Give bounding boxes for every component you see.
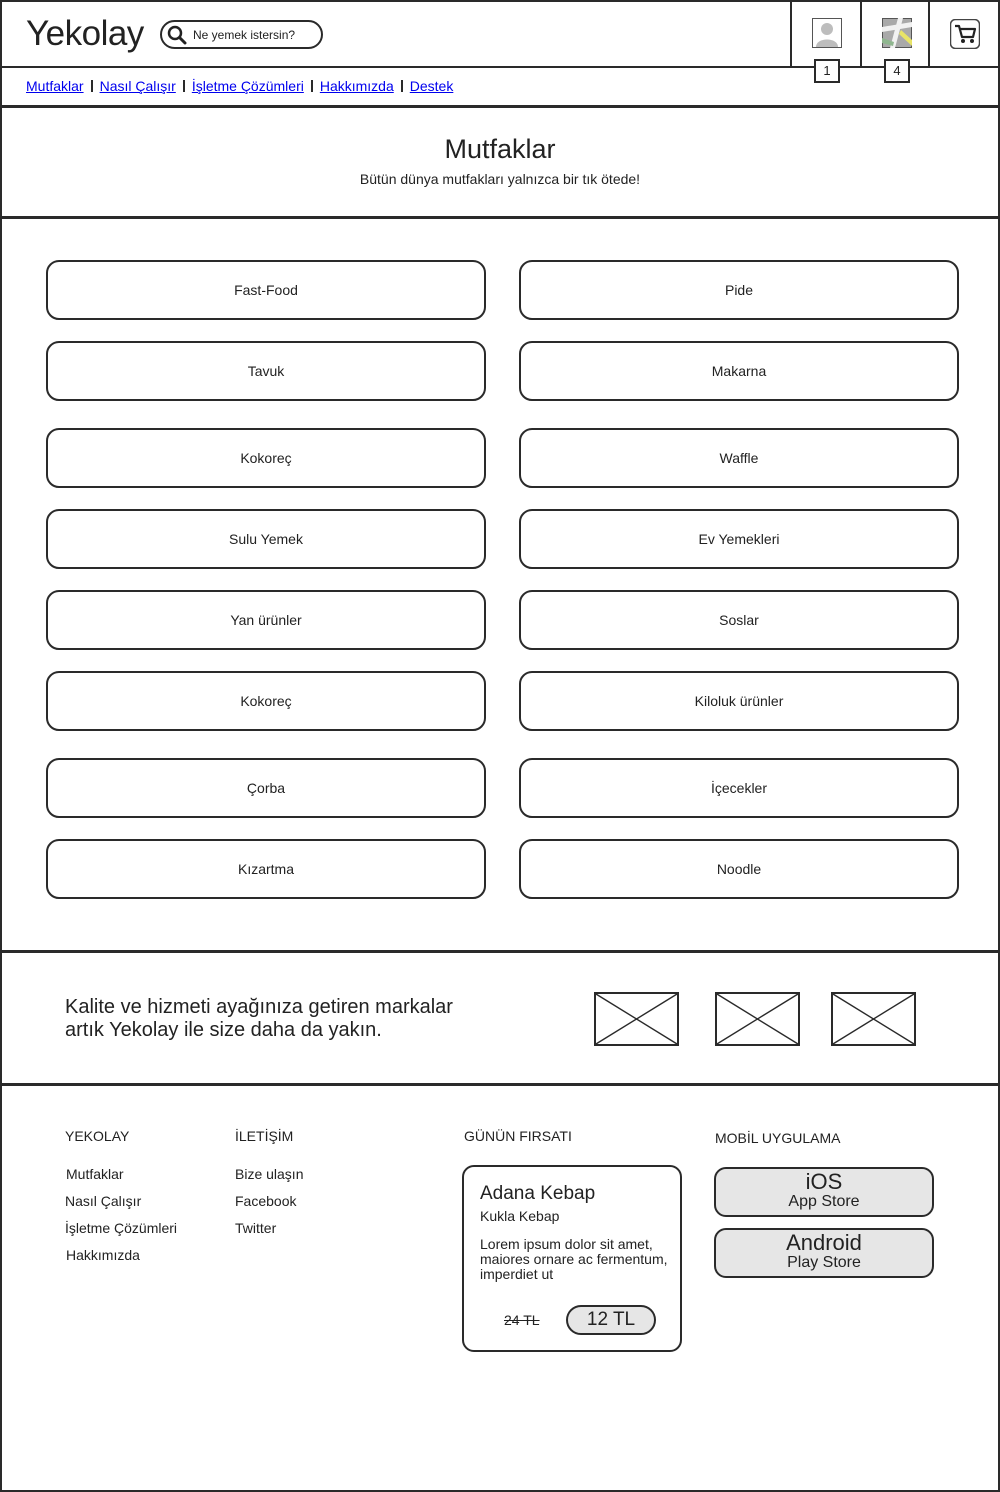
cart-icon (950, 19, 980, 49)
category-button[interactable]: Kiloluk ürünler (519, 671, 959, 731)
search-placeholder: Ne yemek istersin? (193, 28, 296, 42)
nav-separator (401, 80, 403, 92)
ios-app-store-button[interactable]: iOS App Store (714, 1167, 934, 1217)
page-title: Mutfaklar (444, 134, 556, 164)
cart-button[interactable] (928, 0, 1000, 68)
footer-link[interactable]: Bize ulaşın (235, 1166, 304, 1182)
category-button[interactable]: Kokoreç (46, 428, 486, 488)
footer-link[interactable]: Facebook (235, 1193, 297, 1209)
map-count-badge: 4 (884, 59, 910, 83)
profile-button[interactable] (790, 0, 862, 68)
android-play-store-button[interactable]: Android Play Store (714, 1228, 934, 1278)
nav-link-destek[interactable]: Destek (409, 78, 454, 94)
image-placeholder-icon (596, 994, 677, 1044)
footer-link[interactable]: Nasıl Çalışır (65, 1193, 142, 1209)
category-button[interactable]: İçecekler (519, 758, 959, 818)
main-nav (0, 68, 1000, 108)
category-button[interactable]: Pide (519, 260, 959, 320)
nav-separator (91, 80, 93, 92)
footer-link[interactable]: Mutfaklar (66, 1166, 124, 1182)
footer-link[interactable]: Twitter (235, 1220, 277, 1236)
brand-logo-placeholder[interactable] (594, 992, 679, 1046)
brand-logo-placeholder[interactable] (831, 992, 916, 1046)
deal-price-button[interactable]: 12 TL (566, 1305, 656, 1335)
footer-link[interactable]: İşletme Çözümleri (65, 1220, 178, 1236)
footer-heading-deal: GÜNÜN FIRSATI (464, 1128, 572, 1144)
search-icon (167, 25, 187, 45)
hero (0, 108, 1000, 219)
map-button[interactable] (860, 0, 930, 68)
map-icon (882, 18, 912, 48)
image-placeholder-icon (717, 994, 798, 1044)
nav-link-mutfaklar[interactable]: Mutfaklar (26, 78, 84, 94)
category-button[interactable]: Waffle (519, 428, 959, 488)
category-button[interactable]: Fast-Food (46, 260, 486, 320)
footer-heading-mobile: MOBİL UYGULAMA (715, 1130, 841, 1146)
image-placeholder-icon (833, 994, 914, 1044)
nav-link-isletme-cozumleri[interactable]: İşletme Çözümleri (191, 78, 304, 94)
nav-link-nasil-calisir[interactable]: Nasıl Çalışır (99, 78, 176, 94)
brand-logo-placeholder[interactable] (715, 992, 800, 1046)
deal-description: Lorem ipsum dolor sit amet, maiores ornare ac fermentum, imperdiet ut (480, 1237, 668, 1282)
user-icon (812, 18, 842, 48)
footer-heading-contact: İLETİŞİM (235, 1128, 294, 1144)
logo[interactable]: Yekolay (26, 14, 144, 53)
nav-separator (183, 80, 185, 92)
category-button[interactable]: Tavuk (46, 341, 486, 401)
category-button[interactable]: Makarna (519, 341, 959, 401)
profile-count-badge: 1 (814, 59, 840, 83)
page-subtitle: Bütün dünya mutfakları yalnızca bir tık ötede! (359, 171, 641, 187)
category-button[interactable]: Kızartma (46, 839, 486, 899)
category-button[interactable]: Soslar (519, 590, 959, 650)
header (0, 0, 1000, 68)
category-grid (0, 219, 1000, 953)
footer-heading-yekolay: YEKOLAY (65, 1128, 130, 1144)
brands-section (0, 953, 1000, 1086)
category-button[interactable]: Noodle (519, 839, 959, 899)
brands-text: Kalite ve hizmeti ayağınıza getiren markalar artık Yekolay ile size daha da yakın. (65, 996, 453, 1041)
search-input[interactable] (160, 20, 323, 49)
category-button[interactable]: Sulu Yemek (46, 509, 486, 569)
deal-title: Adana Kebap (480, 1183, 596, 1204)
deal-restaurant: Kukla Kebap (480, 1208, 560, 1224)
category-button[interactable]: Kokoreç (46, 671, 486, 731)
nav-link-hakkimizda[interactable]: Hakkımızda (319, 78, 394, 94)
category-button[interactable]: Ev Yemekleri (519, 509, 959, 569)
nav-separator (311, 80, 313, 92)
category-button[interactable]: Çorba (46, 758, 486, 818)
deal-card[interactable] (462, 1165, 682, 1352)
deal-old-price: 24 TL (504, 1312, 540, 1328)
footer-link[interactable]: Hakkımızda (66, 1247, 140, 1263)
category-button[interactable]: Yan ürünler (46, 590, 486, 650)
